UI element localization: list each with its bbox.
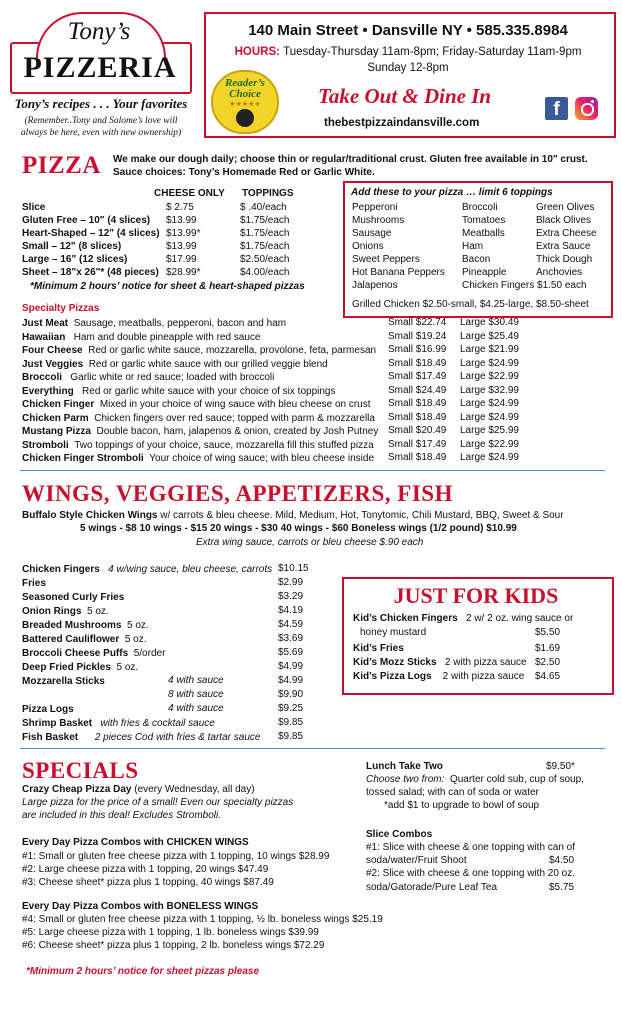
extra-wing-sauce: Extra wing sauce, carrots or bleu cheese $.90 each <box>196 537 424 548</box>
slice-combo-1b: soda/water/Fruit Shoot <box>366 855 467 866</box>
specialty-item: Broccoli Garlic white or red sauce; loaded with broccoli <box>22 372 275 383</box>
topping-item: Pepperoni <box>352 202 398 213</box>
section-divider <box>20 748 605 749</box>
combo-item: #2: Large cheese pizza with 1 topping, 20 wings $47.49 <box>22 864 269 875</box>
topping-item: Pineapple <box>462 267 507 278</box>
topping-item: Chicken Fingers $1.50 each <box>462 280 587 291</box>
appetizer-price: $3.29 <box>278 591 304 602</box>
appetizer-price: $3.69 <box>278 633 304 644</box>
website-link[interactable]: thebestpizzaindansville.com <box>324 117 480 129</box>
sheet-pizza-notice: *Minimum 2 hours’ notice for sheet pizzas please <box>26 966 260 977</box>
appetizer-price: $4.99 <box>278 675 304 686</box>
specialty-title: Specialty Pizzas <box>22 303 100 314</box>
appetizer-item: Deep Fried Pickles 5 oz. <box>22 662 139 673</box>
logo-remember-line-2: always be here, even with new ownership) <box>20 128 182 138</box>
badge-stars-icon: ★★★★★ <box>229 101 261 108</box>
pizza-intro-line-2: Sauce choices: Tony’s Homemade Red or Garlic White. <box>113 167 375 178</box>
specialty-small-price: Small $17.49 <box>388 371 447 382</box>
specialty-small-price: Small $20.49 <box>388 425 447 436</box>
topping-item: Anchovies <box>536 267 583 278</box>
specialty-large-price: Large $22.99 <box>460 371 519 382</box>
appetizer-price: $4.59 <box>278 619 304 630</box>
appetizer-price: $2.99 <box>278 577 304 588</box>
sheet-notice: *Minimum 2 hours’ notice for sheet & heart-shaped pizzas <box>30 281 305 292</box>
crazy-pizza-desc-2: are included in this deal! Excludes Stromboli. <box>22 810 221 821</box>
pizza-title: PIZZA <box>22 152 101 179</box>
cheese-only-header: CHEESE ONLY <box>154 188 225 199</box>
logo-remember <box>6 115 196 139</box>
kids-item: Kid’s Chicken Fingers 2 w/ 2 oz. wing sauce or <box>353 613 574 624</box>
logo-tagline: Tony’s recipes . . . Your favorites <box>14 96 188 111</box>
section-divider <box>20 470 605 471</box>
appetizer-item: Seasoned Curly Fries <box>22 592 125 603</box>
kids-item-desc: honey mustard <box>360 627 427 638</box>
hours-sunday: Sunday 12-8pm <box>367 62 449 74</box>
badge-line-1: Reader’s <box>225 77 265 89</box>
kids-price: $1.69 <box>535 643 561 654</box>
pizza-intro-line-1: We make our dough daily; choose thin or regular/traditional crust. Gluten free available in 10" crust. <box>113 154 588 165</box>
facebook-icon[interactable]: f <box>545 97 568 120</box>
specialty-small-price: Small $16.99 <box>388 344 447 355</box>
topping-item: Black Olives <box>536 215 592 226</box>
specialty-item: Chicken Finger Stromboli Your choice of wing sauce; with bleu cheese inside <box>22 453 375 464</box>
specialty-item: Four Cheese Red or garlic white sauce, mozzarella, provolone, feta, parmesan <box>22 345 377 356</box>
combo-item: #3: Cheese sheet* pizza plus 1 topping, 40 wings $87.49 <box>22 877 274 888</box>
specialty-small-price: Small $18.49 <box>388 358 447 369</box>
topping-item: Onions <box>352 241 384 252</box>
combo-chicken-title: Every Day Pizza Combos with CHICKEN WINGS <box>22 837 249 848</box>
badge-emblem-icon <box>236 109 254 127</box>
combo-item: #4: Small or gluten free cheese pizza with 1 topping, ½ lb. boneless wings $25.19 <box>22 914 383 925</box>
appetizer-item: Shrimp Basket with fries & cocktail sauce <box>22 718 215 729</box>
specialty-large-price: Large $30.49 <box>460 317 519 328</box>
hours <box>204 44 612 76</box>
appetizer-item: Broccoli Cheese Puffs 5/order <box>22 648 166 659</box>
address: 140 Main Street • Dansville NY • 585.335.8984 <box>248 22 568 39</box>
appetizer-item: Breaded Mushrooms 5 oz. <box>22 620 149 631</box>
hours-weekdays: Tuesday-Thursday 11am-8pm; Friday-Saturday 11am-9pm <box>283 46 582 58</box>
grilled-chicken-topping: Grilled Chicken $2.50-small, $4.25-large, $8.50-sheet <box>352 299 589 310</box>
specialty-small-price: Small $19.24 <box>388 331 447 342</box>
readers-choice-badge <box>211 70 279 134</box>
kids-item: Kid’s Pizza Logs 2 with pizza sauce <box>353 671 525 682</box>
appetizer-price: $9.85 <box>278 731 304 742</box>
kids-price: $4.65 <box>535 671 561 682</box>
buffalo-wings-label: Buffalo Style Chicken Wings <box>22 510 158 521</box>
specialty-item: Just Meat Sausage, meatballs, pepperoni, bacon and ham <box>22 318 287 329</box>
appetizer-item: Chicken Fingers 4 w/wing sauce, bleu cheese, carrots <box>22 564 273 575</box>
appetizer-item: Mozzarella Sticks <box>22 676 105 687</box>
specialty-large-price: Large $24.99 <box>460 412 519 423</box>
appetizer-price: $4.99 <box>278 661 304 672</box>
appetizer-sub: 8 with sauce <box>168 689 224 700</box>
kids-item: Kid’s Fries <box>353 643 404 654</box>
topping-item: Green Olives <box>536 202 595 213</box>
specialty-large-price: Large $21.99 <box>460 344 519 355</box>
wings-title: WINGS, VEGGIES, APPETIZERS, FISH <box>22 481 453 506</box>
slice-combo-1a: #1: Slice with cheese & one topping with can of <box>366 842 576 853</box>
slice-combos-title: Slice Combos <box>366 829 433 840</box>
specialty-small-price: Small $18.49 <box>388 452 447 463</box>
appetizer-price: $9.90 <box>278 689 304 700</box>
appetizer-sub: 4 with sauce <box>168 675 224 686</box>
combo-item: #1: Small or gluten free cheese pizza with 1 topping, 10 wings $28.99 <box>22 851 330 862</box>
badge-line-2: Choice <box>229 88 261 100</box>
topping-item: Bacon <box>462 254 491 265</box>
topping-item: Mushrooms <box>352 215 405 226</box>
topping-item: Thick Dough <box>536 254 593 265</box>
slice-combo-2a: #2: Slice with cheese & one topping with 20 oz. <box>366 868 576 879</box>
crazy-pizza-desc-1: Large pizza for the price of a small! Even our specialty pizzas <box>22 797 294 808</box>
specialty-large-price: Large $24.99 <box>460 452 519 463</box>
topping-item: Sweet Peppers <box>352 254 420 265</box>
specialty-large-price: Large $32.99 <box>460 385 519 396</box>
buffalo-wings-line <box>22 509 564 522</box>
kids-price: $2.50 <box>535 657 561 668</box>
instagram-icon[interactable] <box>575 97 598 120</box>
toppings-col-1 <box>352 201 445 292</box>
topping-item: Meatballs <box>462 228 505 239</box>
buffalo-wings-desc: w/ carrots & bleu cheese. Mild, Medium, Hot, Tonytomic, Chili Mustard, BBQ, Sweet & Sour <box>160 510 564 521</box>
specialty-large-price: Large $22.99 <box>460 439 519 450</box>
appetizer-item: Onion Rings 5 oz. <box>22 606 109 617</box>
take-out-tagline: Take Out & Dine In <box>318 84 492 108</box>
specialty-item: Chicken Parm Chicken fingers over red sauce; topped with parm & mozzarella <box>22 413 375 424</box>
combo-item: #6: Cheese sheet* pizza plus 1 topping, 2 lb. boneless wings $72.29 <box>22 940 325 951</box>
specialty-item: Hawaiian Ham and double pineapple with red sauce <box>22 332 261 343</box>
combo-boneless-title: Every Day Pizza Combos with BONELESS WINGS <box>22 901 259 912</box>
lunch-take-two-title: Lunch Take Two <box>366 761 443 772</box>
logo-name-main: PIZZERIA <box>23 51 177 84</box>
specialty-small-price: Small $17.49 <box>388 439 447 450</box>
specialty-item: Just Veggies Red or garlic white sauce with our grilled veggie blend <box>22 359 328 370</box>
appetizer-price: $5.69 <box>278 647 304 658</box>
specialty-large-price: Large $25.99 <box>460 425 519 436</box>
specialty-small-price: Small $24.49 <box>388 385 447 396</box>
hours-label: HOURS: <box>234 46 280 58</box>
crazy-pizza-day: Crazy Cheap Pizza Day (every Wednesday, all day) <box>22 784 255 795</box>
specialty-small-price: Small $22.74 <box>388 317 447 328</box>
lunch-desc-2: tossed salad; with can of soda or water <box>366 787 539 798</box>
topping-item: Hot Banana Peppers <box>352 267 445 278</box>
appetizer-item: Fish Basket 2 pieces Cod with fries & tartar sauce <box>22 732 261 743</box>
combo-item: #5: Large cheese pizza with 1 topping, 1 lb. boneless wings $39.99 <box>22 927 319 938</box>
topping-item: Ham <box>462 241 484 252</box>
appetizer-price: $4.19 <box>278 605 304 616</box>
specialty-item: Stromboli Two toppings of your choice, sauce, mozzarella fill this stuffed pizza <box>22 440 374 451</box>
topping-item: Tomatoes <box>462 215 506 226</box>
lunch-take-two-price: $9.50* <box>546 761 575 772</box>
specialty-item: Mustang Pizza Double bacon, ham, jalapenos & onion, created by Josh Putney <box>22 426 379 437</box>
toppings-header: TOPPINGS <box>242 188 294 199</box>
specialty-item: Chicken Finger Mixed in your choice of wing sauce with bleu cheese on crust <box>22 399 371 410</box>
specialty-small-price: Small $18.49 <box>388 412 447 423</box>
lunch-desc-3: *add $1 to upgrade to bowl of soup <box>384 800 540 811</box>
topping-item: Sausage <box>352 228 392 239</box>
appetizer-price: $10.15 <box>278 563 309 574</box>
topping-item: Jalapenos <box>352 280 398 291</box>
specialty-small-price: Small $18.49 <box>388 398 447 409</box>
slice-combo-2b: soda/Gatorade/Pure Leaf Tea <box>366 882 498 893</box>
pizza-intro <box>113 153 618 179</box>
kids-item: Kid’s Mozz Sticks 2 with pizza sauce <box>353 657 527 668</box>
lunch-desc-1: Choose two from: Quarter cold sub, cup of soup, <box>366 774 584 785</box>
wing-counts: 5 wings - $8 10 wings - $15 20 wings - $30 40 wings - $60 Boneless wings (1/2 pound) $10.99 <box>80 523 517 534</box>
appetizer-price: $9.25 <box>278 703 304 714</box>
appetizer-item: Fries <box>22 578 46 589</box>
appetizer-item: Battered Cauliflower 5 oz. <box>22 634 147 645</box>
toppings-col-3 <box>536 201 597 279</box>
appetizer-item: Pizza Logs <box>22 704 74 715</box>
slice-combo-2-price: $5.75 <box>549 882 575 893</box>
specialty-large-price: Large $25.49 <box>460 331 519 342</box>
logo-name-top: Tony’s <box>67 18 131 45</box>
kids-price: $5.50 <box>535 627 561 638</box>
specialty-large-price: Large $24.99 <box>460 358 519 369</box>
topping-item: Extra Cheese <box>536 228 597 239</box>
toppings-box-title: Add these to your pizza … limit 6 toppings <box>351 187 553 198</box>
topping-item: Extra Sauce <box>536 241 591 252</box>
specialty-large-price: Large $24.99 <box>460 398 519 409</box>
specialty-item: Everything Red or garlic white sauce with your choice of six toppings <box>22 386 336 397</box>
topping-item: Broccoli <box>462 202 498 213</box>
slice-combo-1-price: $4.50 <box>549 855 575 866</box>
appetizer-price: $9.85 <box>278 717 304 728</box>
appetizer-sub: 4 with sauce <box>168 703 224 714</box>
kids-title: JUST FOR KIDS <box>393 583 559 608</box>
specials-title: SPECIALS <box>22 758 139 783</box>
logo-remember-line-1: (Remember..Tony and Salome’s love will <box>24 116 178 126</box>
